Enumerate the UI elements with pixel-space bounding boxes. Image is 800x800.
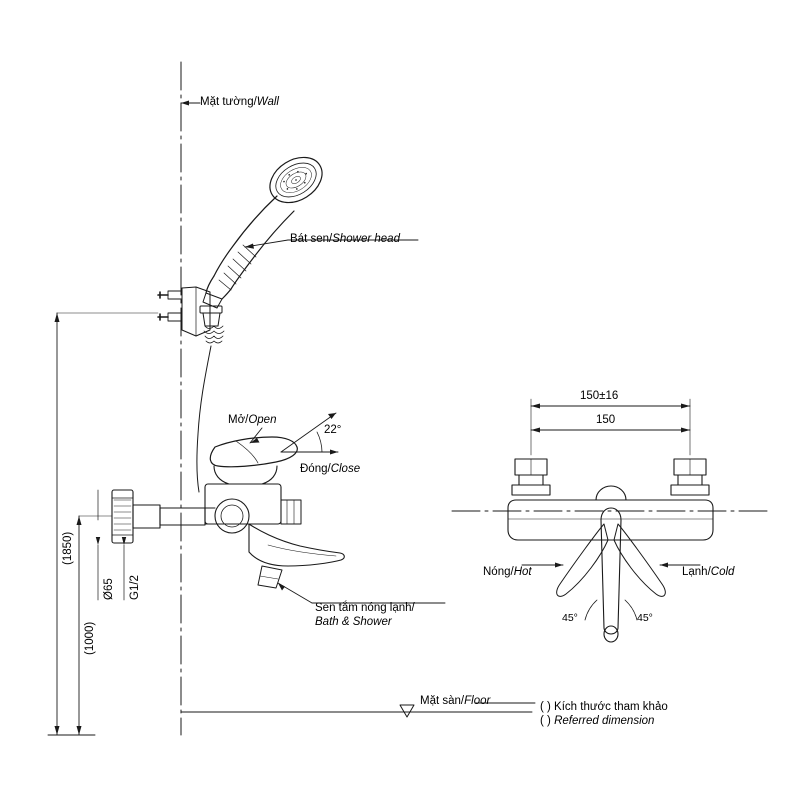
mixer-body-graphic — [112, 437, 344, 588]
label-close: Đóng/Close — [300, 463, 361, 475]
bath-shower-leader — [278, 583, 445, 603]
dimension-150 — [531, 428, 690, 433]
right-view-inlets — [512, 459, 709, 495]
label-dim-1000: (1000) — [84, 621, 96, 655]
shower-holder-graphic — [158, 287, 210, 336]
label-angle-right-45: 45° — [637, 612, 653, 624]
dimension-d65 — [96, 490, 100, 600]
label-dim-1850: (1850) — [62, 531, 74, 565]
note-referred-dimension: ( ) Kích thước tham khảo ( ) Referred dimension — [540, 701, 668, 728]
wall-arrow-head — [181, 101, 189, 106]
lever-swing-range — [557, 524, 666, 596]
label-open: Mở/Open — [228, 414, 277, 426]
open-leader — [250, 428, 262, 443]
label-angle-22: 22° — [324, 424, 342, 436]
label-cold: Lạnh/Cold — [682, 566, 735, 578]
label-angle-left-45: 45° — [562, 612, 578, 624]
right-view-body — [508, 486, 713, 642]
label-shower-head: Bát sen/Shower head — [290, 233, 400, 245]
dimension-1850 — [55, 313, 159, 735]
dimension-g12 — [122, 537, 126, 600]
label-dim-g12: G1/2 — [129, 575, 141, 600]
swing-angle-arcs — [585, 600, 637, 620]
label-bath-shower: Sen tắm nóng lạnh/ Bath & Shower — [315, 602, 415, 629]
label-dim-150: 150 — [596, 414, 616, 426]
label-floor: Mặt sàn/Floor — [420, 695, 491, 707]
label-dim-d65: Ø65 — [103, 578, 115, 600]
label-dim-150-tol: 150±16 — [580, 390, 619, 402]
label-hot: Nóng/Hot — [483, 566, 532, 578]
label-wall: Mặt tường/Wall — [200, 96, 279, 108]
shower-head-graphic — [197, 148, 330, 492]
